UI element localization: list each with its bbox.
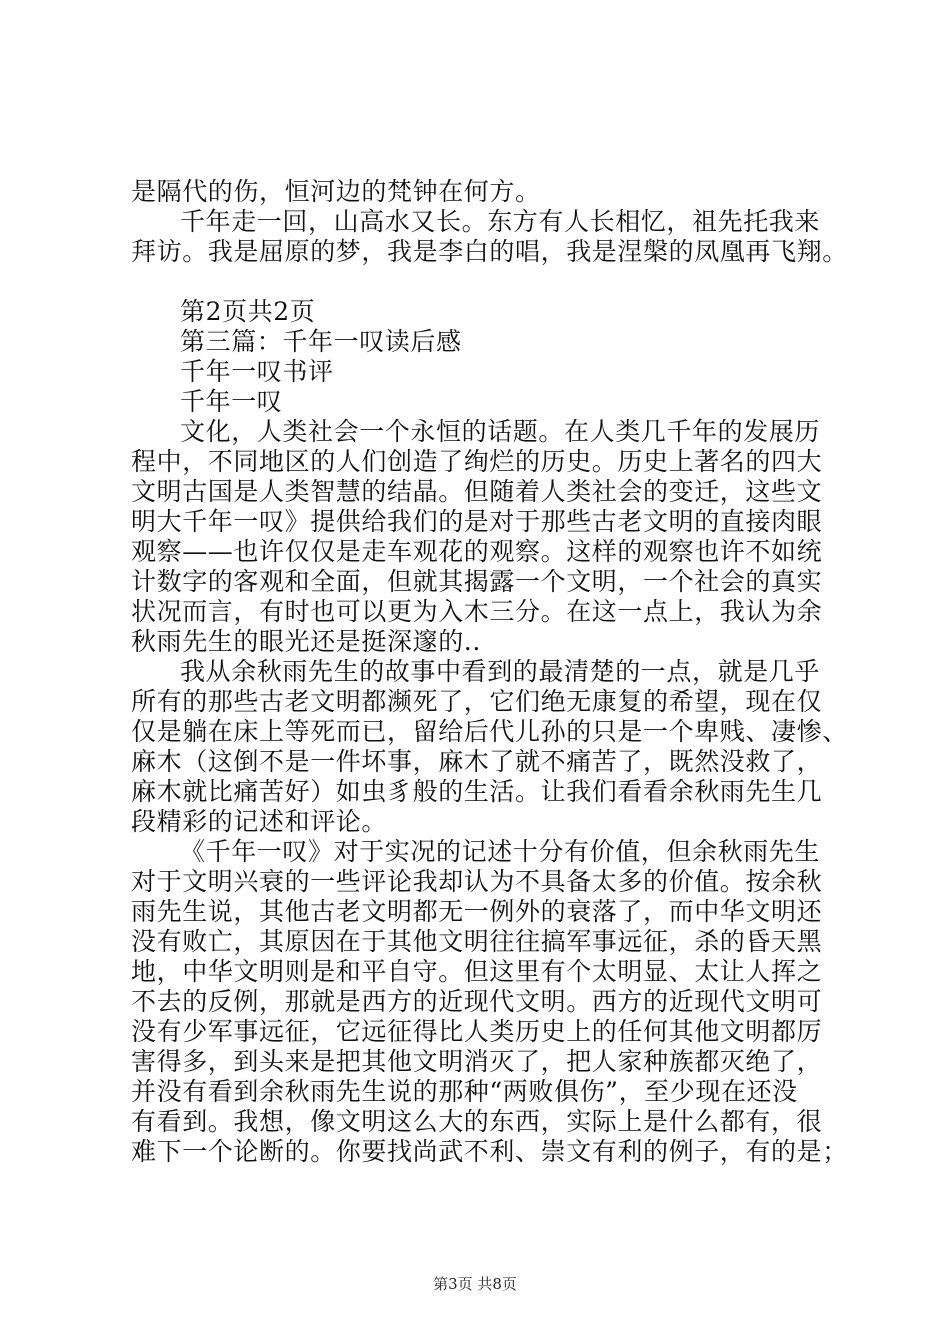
text-line: 程中，不同地区的人们创造了绚烂的历史。历史上著名的四大 [131,447,823,476]
section-heading: 第三篇：千年一叹读后感 [180,327,462,356]
text-line: 对于文明兴衰的一些评论我却认为不具备太多的价值。按余秋 [131,867,823,896]
text-line: 害得多，到头来是把其他文明消灭了，把人家种族都灭绝了， [131,1047,823,1076]
text-line: 雨先生说，其他古老文明都无一例外的衰落了，而中华文明还 [131,897,823,926]
text-line: 《千年一叹》对于实况的记述十分有价值，但余秋雨先生 [180,837,821,866]
text-line: 有看到。我想，像文明这么大的东西，实际上是什么都有，很 [131,1107,823,1136]
text-line: 段精彩的记述和评论。 [131,807,388,836]
text-line: 难下一个论断的。你要找尚武不利、崇文有利的例子，有的是； [131,1137,848,1166]
text-line: 千年走一回，山高水又长。东方有人长相忆，祖先托我来 [180,207,821,236]
text-line: 是隔代的伤，恒河边的梵钟在何方。 [131,177,541,206]
text-line: 并没有看到余秋雨先生说的那种“两败俱伤”，至少现在还没 [131,1077,798,1106]
text-line: 不去的反例，那就是西方的近现代文明。西方的近现代文明可 [131,987,823,1016]
text-line: 拜访。我是屈原的梦，我是李白的唱，我是涅槃的凤凰再飞翔。 [131,237,848,266]
text-line: 观察——也许仅仅是走车观花的观察。这样的观察也许不如统 [131,537,823,566]
text-line: 麻木（这倒不是一件坏事，麻木了就不痛苦了，既然没救了， [131,747,823,776]
text-line: 秋雨先生的眼光还是挺深邃的.. [131,627,481,656]
text-line: 没有少军事远征，它远征得比人类历史上的任何其他文明都厉 [131,1017,823,1046]
page-count-note: 第2页共2页 [180,297,316,326]
text-line: 计数字的客观和全面，但就其揭露一个文明，一个社会的真实 [131,567,823,596]
text-line: 状况而言，有时也可以更为入木三分。在这一点上，我认为余 [131,597,823,626]
text-line: 我从余秋雨先生的故事中看到的最清楚的一点，就是几乎 [180,657,821,686]
text-line: 没有败亡，其原因在于其他文明往往搞军事远征，杀的昏天黑 [131,927,823,956]
text-line: 明大千年一叹》提供给我们的是对于那些古老文明的直接肉眼 [131,507,823,536]
subheading: 千年一叹书评 [180,357,334,386]
page-footer: 第3页 共8页 [433,1275,517,1293]
text-line: 文明古国是人类智慧的结晶。但随着人类社会的变迁，这些文 [131,477,823,506]
text-line: 所有的那些古老文明都濒死了，它们绝无康复的希望，现在仅 [131,687,823,716]
text-line: 地，中华文明则是和平自守。但这里有个太明显、太让人挥之 [131,957,823,986]
text-line: 麻木就比痛苦好）如虫豸般的生活。让我们看看余秋雨先生几 [131,777,823,806]
text-line: 仅是躺在床上等死而已，留给后代儿孙的只是一个卑贱、凄惨、 [131,717,848,746]
subheading: 千年一叹 [180,387,283,416]
text-line: 文化，人类社会一个永恒的话题。在人类几千年的发展历 [180,417,821,446]
